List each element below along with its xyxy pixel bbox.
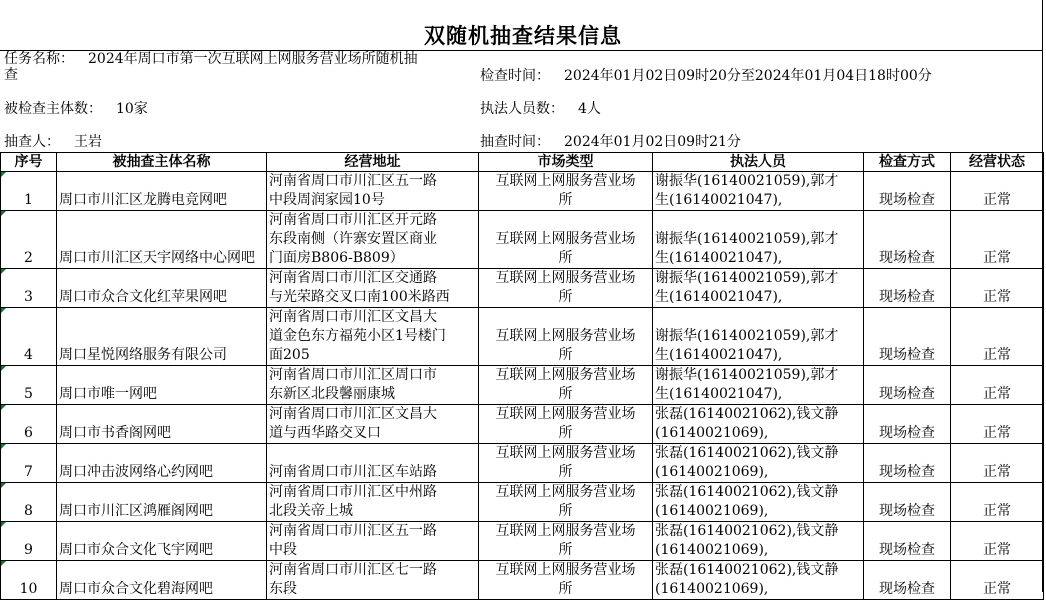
col-header-check-mode: 检查方式 [864, 153, 951, 172]
cell-marker-icon [1, 269, 6, 274]
cell-market-type-line: 互联网上网服务营业场 [495, 173, 636, 189]
officer-count-value: 4人 [578, 101, 601, 117]
cell-marker-icon [1, 366, 6, 371]
table-row [1, 308, 1044, 366]
cell-officers [653, 172, 864, 211]
cell-no: 5 [1, 366, 57, 405]
cell-marker-icon [1, 405, 6, 410]
cell-address-line: 道与西华路交叉口 [269, 425, 381, 441]
cell-officers-line: 张磊(16140021062),钱文静 [655, 445, 839, 461]
cell-address-line: 东新区北段馨丽康城 [269, 386, 395, 402]
subject-count-value: 10家 [116, 101, 148, 117]
cell-address [267, 308, 479, 366]
cell-market-type [479, 522, 653, 561]
cell-name: 周口冲击波网络心约网吧 [57, 444, 267, 483]
table-row [1, 172, 1044, 211]
cell-address-line: 河南省周口市川汇区七一路 [269, 562, 437, 578]
cell-address [267, 444, 479, 483]
cell-marker-icon [1, 483, 6, 488]
cell-market-type [479, 172, 653, 211]
cell-officers-line: (16140021069), [655, 464, 769, 480]
cell-no: 7 [1, 444, 57, 483]
cell-address-line: 东段南侧（许寨安置区商业 [269, 231, 437, 247]
cell-officers [653, 405, 864, 444]
cell-market-type-line: 所 [558, 425, 573, 441]
cell-address-line: 东段 [269, 581, 297, 597]
cell-check-mode: 现场检查 [864, 405, 951, 444]
cell-name: 周口市川汇区天宇网络中心网吧 [57, 211, 267, 269]
cell-market-type [479, 444, 653, 483]
cell-no: 3 [1, 269, 57, 308]
cell-no: 9 [1, 522, 57, 561]
subject-count-label: 被检查主体数： [4, 101, 102, 117]
cell-status: 正常 [951, 366, 1044, 405]
cell-officers-line: 张磊(16140021062),钱文静 [655, 562, 839, 578]
cell-officers [653, 444, 864, 483]
sample-time-label: 抽查时间： [480, 134, 550, 150]
cell-address-line: 中段周润家园10号 [269, 192, 385, 208]
cell-officers-line: 谢振华(16140021059),郭才 [655, 270, 839, 286]
cell-market-type-line: 所 [558, 250, 573, 266]
cell-market-type-line: 所 [558, 192, 573, 208]
task-name [4, 52, 418, 67]
cell-officers [653, 483, 864, 522]
cell-address-line: 门面房B806-B809） [269, 250, 404, 266]
cell-address [267, 172, 479, 211]
cell-address-line: 河南省周口市川汇区文昌大 [269, 406, 437, 422]
cell-market-type-line: 互联网上网服务营业场 [495, 562, 636, 578]
cell-market-type [479, 366, 653, 405]
cell-officers-line: 谢振华(16140021059),郭才 [655, 367, 839, 383]
cell-address-line: 河南省周口市川汇区开元路 [269, 212, 437, 228]
cell-no: 1 [1, 172, 57, 211]
cell-market-type-line: 互联网上网服务营业场 [495, 484, 636, 500]
task-name-value-cont: 查 [4, 67, 18, 83]
cell-address-line: 河南省周口市川汇区五一路 [269, 173, 437, 189]
cell-officers-line: 生(16140021047), [655, 192, 783, 208]
cell-officers-line: 张磊(16140021062),钱文静 [655, 523, 839, 539]
cell-market-type-line: 互联网上网服务营业场 [495, 523, 636, 539]
cell-officers-line: 生(16140021047), [655, 250, 783, 266]
cell-no: 8 [1, 483, 57, 522]
cell-status: 正常 [951, 172, 1044, 211]
cell-marker-icon [1, 211, 6, 216]
cell-address-line: 河南省周口市川汇区中州路 [269, 484, 437, 500]
cell-market-type [479, 308, 653, 366]
cell-officers-line: 张磊(16140021062),钱文静 [655, 406, 839, 422]
col-header-market-type: 市场类型 [479, 153, 653, 172]
officer-count [480, 102, 601, 117]
cell-check-mode: 现场检查 [864, 366, 951, 405]
cell-check-mode: 现场检查 [864, 561, 951, 600]
cell-name: 周口市川汇区龙腾电竞网吧 [57, 172, 267, 211]
cell-officers [653, 522, 864, 561]
cell-check-mode: 现场检查 [864, 211, 951, 269]
cell-status: 正常 [951, 405, 1044, 444]
cell-address-line: 道金色东方福苑小区1号楼门 [269, 328, 446, 344]
cell-market-type-line: 互联网上网服务营业场 [495, 328, 636, 344]
task-name-label: 任务名称： [4, 51, 74, 67]
cell-name: 周口市书香阁网吧 [57, 405, 267, 444]
cell-marker-icon [1, 444, 6, 449]
cell-market-type-line: 所 [558, 503, 573, 519]
table-row [1, 561, 1044, 600]
col-header-no: 序号 [1, 153, 57, 172]
cell-market-type-line: 所 [558, 581, 573, 597]
cell-status: 正常 [951, 483, 1044, 522]
table-row [1, 269, 1044, 308]
table-row [1, 444, 1044, 483]
cell-name: 周口星悦网络服务有限公司 [57, 308, 267, 366]
cell-no: 4 [1, 308, 57, 366]
cell-address [267, 483, 479, 522]
cell-check-mode: 现场检查 [864, 522, 951, 561]
col-header-name: 被抽查主体名称 [57, 153, 267, 172]
cell-status: 正常 [951, 211, 1044, 269]
table-row [1, 211, 1044, 269]
cell-address-line: 河南省周口市川汇区交通路 [269, 270, 437, 286]
cell-marker-icon [1, 522, 6, 527]
cell-officers-line: 谢振华(16140021059),郭才 [655, 328, 839, 344]
cell-address-line: 中段 [269, 542, 297, 558]
cell-check-mode: 现场检查 [864, 172, 951, 211]
cell-check-mode: 现场检查 [864, 308, 951, 366]
cell-no: 10 [1, 561, 57, 600]
table-row [1, 405, 1044, 444]
cell-market-type-line: 互联网上网服务营业场 [495, 406, 636, 422]
cell-officers-line: 生(16140021047), [655, 289, 783, 305]
table-row [1, 366, 1044, 405]
cell-address [267, 561, 479, 600]
cell-market-type [479, 561, 653, 600]
check-time-label: 检查时间： [480, 68, 550, 84]
cell-marker-icon [1, 561, 6, 566]
cell-officers [653, 269, 864, 308]
cell-officers-line: 谢振华(16140021059),郭才 [655, 231, 839, 247]
cell-name: 周口市川汇区鸿雁阁网吧 [57, 483, 267, 522]
cell-name: 周口市众合文化红苹果网吧 [57, 269, 267, 308]
cell-officers [653, 561, 864, 600]
check-time [480, 69, 932, 84]
cell-officers-line: (16140021069), [655, 503, 769, 519]
cell-name: 周口市众合文化碧海网吧 [57, 561, 267, 600]
cell-check-mode: 现场检查 [864, 269, 951, 308]
cell-marker-icon [1, 172, 6, 177]
cell-market-type-line: 所 [558, 542, 573, 558]
page-title: 双随机抽查结果信息 [424, 24, 622, 48]
sampler-value: 王岩 [74, 134, 102, 150]
cell-status: 正常 [951, 561, 1044, 600]
cell-address-line: 北段关帝上城 [269, 503, 353, 519]
cell-market-type [479, 405, 653, 444]
cell-status: 正常 [951, 308, 1044, 366]
cell-market-type-line: 互联网上网服务营业场 [495, 367, 636, 383]
cell-market-type [479, 269, 653, 308]
sample-time [480, 135, 741, 150]
cell-market-type-line: 所 [558, 289, 573, 305]
subject-count [4, 102, 148, 117]
cell-address-line: 河南省周口市川汇区五一路 [269, 523, 437, 539]
task-name-value: 2024年周口市第一次互联网上网服务营业场所随机抽 [88, 51, 418, 67]
table-row [1, 522, 1044, 561]
col-header-officers: 执法人员 [653, 153, 864, 172]
cell-market-type-line: 所 [558, 464, 573, 480]
cell-officers [653, 308, 864, 366]
cell-market-type-line: 互联网上网服务营业场 [495, 445, 636, 461]
cell-market-type-line: 互联网上网服务营业场 [495, 231, 636, 247]
cell-status: 正常 [951, 269, 1044, 308]
cell-market-type [479, 211, 653, 269]
cell-marker-icon [1, 308, 6, 313]
cell-address [267, 366, 479, 405]
cell-officers-line: 生(16140021047), [655, 386, 783, 402]
cell-market-type [479, 483, 653, 522]
cell-address [267, 522, 479, 561]
cell-check-mode: 现场检查 [864, 444, 951, 483]
task-name-cont [4, 68, 18, 83]
cell-officers-line: 张磊(16140021062),钱文静 [655, 484, 839, 500]
cell-market-type-line: 互联网上网服务营业场 [495, 270, 636, 286]
cell-officers-line: (16140021069), [655, 581, 769, 597]
cell-name: 周口市众合文化飞宇网吧 [57, 522, 267, 561]
cell-officers-line: (16140021069), [655, 542, 769, 558]
cell-market-type-line: 所 [558, 347, 573, 363]
officer-count-label: 执法人员数： [480, 101, 564, 117]
cell-address-line: 河南省周口市川汇区车站路 [269, 464, 437, 480]
check-time-value: 2024年01月02日09时20分至2024年01月04日18时00分 [564, 68, 932, 84]
cell-officers [653, 366, 864, 405]
cell-address [267, 211, 479, 269]
cell-officers-line: 谢振华(16140021059),郭才 [655, 173, 839, 189]
col-header-status: 经营状态 [951, 153, 1044, 172]
cell-check-mode: 现场检查 [864, 483, 951, 522]
cell-address-line: 河南省周口市川汇区周口市 [269, 367, 437, 383]
cell-address [267, 269, 479, 308]
cell-status: 正常 [951, 522, 1044, 561]
cell-address-line: 与光荣路交叉口南100米路西 [269, 289, 450, 305]
cell-address-line: 河南省周口市川汇区文昌大 [269, 309, 437, 325]
table-body [1, 172, 1044, 600]
cell-no: 2 [1, 211, 57, 269]
cell-officers-line: (16140021069), [655, 425, 769, 441]
cell-address-line: 面205 [269, 347, 310, 363]
result-table [0, 152, 1044, 600]
cell-name: 周口市唯一网吧 [57, 366, 267, 405]
cell-address [267, 405, 479, 444]
cell-officers-line: 生(16140021047), [655, 347, 783, 363]
col-header-address: 经营地址 [267, 153, 479, 172]
sampler-label: 抽查人： [4, 134, 60, 150]
cell-no: 6 [1, 405, 57, 444]
cell-officers [653, 211, 864, 269]
sample-time-value: 2024年01月02日09时21分 [564, 134, 741, 150]
table-row [1, 483, 1044, 522]
cell-status: 正常 [951, 444, 1044, 483]
table-header-row [1, 153, 1044, 172]
cell-market-type-line: 所 [558, 386, 573, 402]
sampler [4, 135, 102, 150]
